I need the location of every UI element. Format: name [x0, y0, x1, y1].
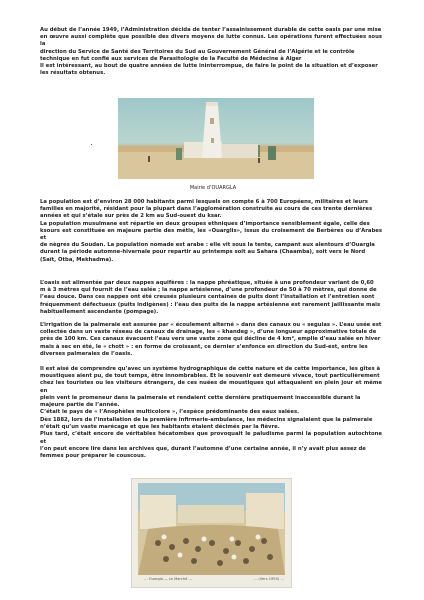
photo-caption: Mairie d’OUARGLA — [189, 185, 237, 191]
paragraph-history: Dès 1882, lors de l’installation de la première infirmerie-ambulance, les médecins signalaient que la palmeraie n’était qu’un vaste marécage et que les habitants étaient décimés par la fièvre. Plus tard, c’était encore de véritables hécatombes que provoquait le paludisme parmi la population autochtone et l’on peut encore lire dans les archives que, durant l’automne d’une certaine année, il n’y avait plus assez de femmes pour préparer le couscous. — [40, 417, 382, 460]
paragraph-water: L’oasis est alimentée par deux nappes aquifères : la nappe phréatique, située à une profondeur variant de 0,60 m à 3 mètres qui fournit de l’eau salée ; la nappe artésienne, d’une profondeur de 50 à 70 mètres, qui donne de l’eau douce. Dans ces nappes ont été creusés plusieurs centaines de puits dont l’installation et l’entretien sont fréquemment défectueux (puits indigènes) : l’eau des puits de la nappe artésienne est rarement jaillissante mais habituellement ascendante (pompage). — [40, 280, 381, 315]
town-hall-photo — [118, 98, 314, 179]
stray-mark — [91, 144, 92, 145]
town-hall-illustration — [118, 98, 314, 179]
paragraph-irrigation: L’irrigation de la palmeraie est assurée par « écoulement alterné » dans des canaux ou « seguias ». L’eau usée est collectée dans un vaste réseau de canaux de drainage, les « khandeg », d’une longueur approximative totale de près de 100 km. Ces canaux évacuent l’eau vers une vaste zone qui décline de 4 km², emplie d’eau salée en hiver mais à sec en été, le « chott » : en forme de croissant, ce dernier s’enfonce en direction du Sud-est, entre les diverses palmeraies de l’oasis. — [40, 322, 382, 357]
postcard-caption-left: … Ouargla — Le Marché … — [144, 577, 193, 581]
market-illustration — [138, 483, 285, 575]
market-photo — [138, 483, 285, 575]
paragraph-intro: Au début de l’année 1949, l’Administration décida de tenter l’assainissement durable de cette oasis par une mise en œuvre aussi complète que possible des divers moyens de lutte connus. Les opérations furent effectuées sous la direction du Service de Santé des Territoires du Sud au Gouvernement Général de l’Algérie et le contrôle technique en fut confié aux services de Parasitologie de la Faculté de Médecine à Alger Il est intéressant, au bout de quatre années de lutte ininterrompue, de faire le point de la situation et d’exposer les résultats obtenus. — [40, 27, 382, 77]
paragraph-mosquitoes: Il est aisé de comprendre qu’avec un système hydrographique de cette nature et de cette importance, les gîtes à moustiques aient pu, de tout temps, être innombrables. Et le souvenir est demeuré vivace, tout particulièrement chez les touristes ou les visiteurs étrangers, de ces nuées de moustiques qui attaquaient en plein jour et même en plein vent le promeneur dans la palmeraie et rendaient cette dernière pratiquement inaccessible durant la majeure partie de l’année. C’était le pays de « l’Anophèles multicolore », l’espèce prédominante des eaux salées. — [40, 366, 382, 416]
postcard-caption-right: … (Vers 1950) … — [253, 577, 284, 581]
postcard-caption — [144, 577, 284, 581]
market-postcard — [131, 478, 292, 588]
paragraph-population: La population est d’environ 28 000 habitants parmi lesquels on compte 6 à 700 Européens, militaires et leurs familles en majorité, résidant pour la plupart dans l’agglomération construite au cours de ces trente dernières années et qui s’étale sur près de 2 km au Sud-ouest du ksar. La population musulmane est répartie en deux groupes ethniques d’importance sensiblement égale, celle des ksours est constituée en majeure partie des métis, les «Ouarglis», issus du croisement de Berbères ou d’Arabes et de nègres du Soudan. La population nomade est arabe : elle vit sous la tente, campant aux alentours d’Ouargla durant la période automne-hivernale pour repartir au printemps soit au Sahara (Chaamba), soit vers le Nord (Saït, Otba, Mekhadma). — [40, 199, 382, 263]
